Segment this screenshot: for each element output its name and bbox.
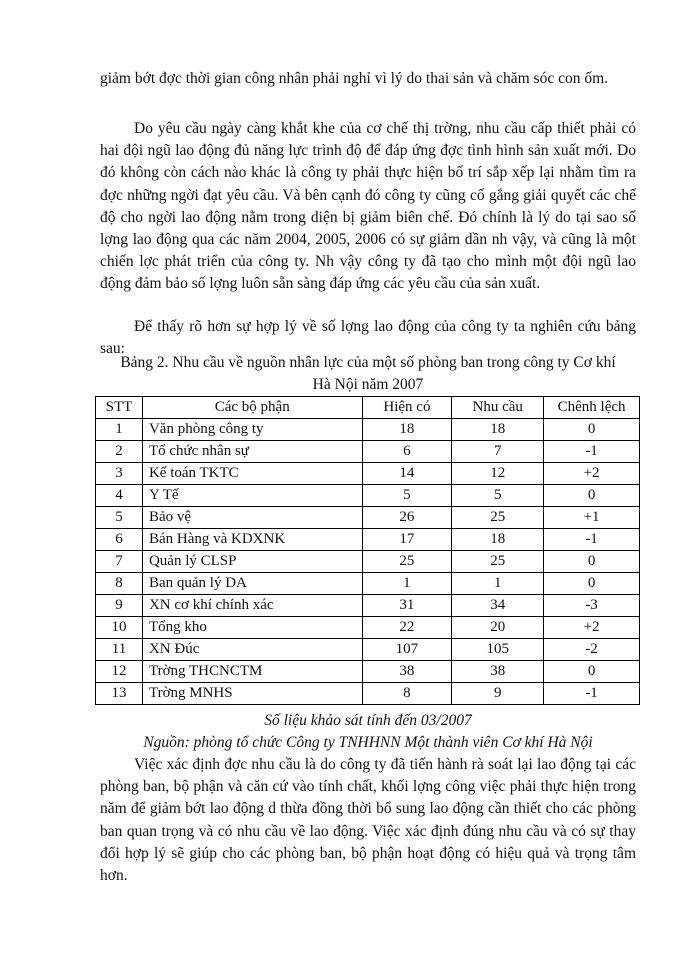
table-header-row — [96, 397, 640, 419]
cell-demand: 9 — [452, 683, 544, 705]
cell-demand: 25 — [452, 507, 544, 529]
cell-current: 1 — [362, 573, 452, 595]
cell-stt: 7 — [96, 551, 143, 573]
table-row — [96, 573, 640, 595]
cell-department: Ban quản lý DA — [142, 573, 362, 595]
cell-stt: 10 — [96, 617, 143, 639]
cell-difference: -2 — [544, 639, 640, 661]
cell-stt: 9 — [96, 595, 143, 617]
table-caption — [100, 352, 636, 396]
cell-stt: 2 — [96, 441, 143, 463]
table-row — [96, 463, 640, 485]
cell-department: Tổ chức nhân sự — [142, 441, 362, 463]
cell-stt: 4 — [96, 485, 143, 507]
paragraph-market-demand: Do yêu cầu ngày càng khắt khe của cơ chế thị trờng, nhu cầu cấp thiết phải có hai đội ngũ lao động đủ năng lực trình độ để đáp ứng đợc tình hình sản xuất mới. Do đó không còn cách nào khác là công ty phải thực hiện bố trí sắp xếp lại nhằm tìm ra đợc những ngời đạt yêu cầu. Và bên cạnh đó công ty cũng cố gắng giải quyết các chế độ cho ngời lao động nằm trong diện bị giảm biên chế. Đó chính là lý do tại sao số lợng lao động qua các năm 2004, 2005, 2006 có sự giảm dần nh vậy, và cũng là một chiến lợc phát triển của công ty. Nh vậy công ty đã tạo cho mình một đội ngũ lao động đảm bảo số lợng luôn sẵn sàng đáp ứng các yêu cầu của sản xuất. — [100, 120, 636, 293]
cell-department: Văn phòng công ty — [142, 419, 362, 441]
cell-demand: 1 — [452, 573, 544, 595]
cell-stt: 5 — [96, 507, 143, 529]
cell-department: Bán Hàng và KDXNK — [142, 529, 362, 551]
table-body — [96, 419, 640, 705]
cell-demand: 34 — [452, 595, 544, 617]
cell-difference: 0 — [544, 573, 640, 595]
cell-department: XN cơ khí chính xác — [142, 595, 362, 617]
cell-department: Kế toán TKTC — [142, 463, 362, 485]
cell-current: 107 — [362, 639, 452, 661]
table-caption-line1: Bảng 2. Nhu cầu về nguồn nhân lực của một số phòng ban trong công ty Cơ khí — [120, 354, 616, 371]
cell-stt: 6 — [96, 529, 143, 551]
cell-stt: 8 — [96, 573, 143, 595]
cell-demand: 38 — [452, 661, 544, 683]
header-current: Hiện có — [362, 397, 452, 419]
cell-current: 18 — [362, 419, 452, 441]
staffing-table — [95, 396, 640, 705]
table-row — [96, 683, 640, 705]
paragraph-table-intro: Để thấy rõ hơn sự hợp lý về số lợng lao động của công ty ta nghiên cứu bảng sau: — [100, 318, 636, 358]
table-row — [96, 529, 640, 551]
cell-demand: 25 — [452, 551, 544, 573]
cell-current: 8 — [362, 683, 452, 705]
table-row — [96, 617, 640, 639]
cell-difference: 0 — [544, 485, 640, 507]
table-row — [96, 485, 640, 507]
cell-stt: 3 — [96, 463, 143, 485]
cell-demand: 20 — [452, 617, 544, 639]
cell-current: 6 — [362, 441, 452, 463]
cell-current: 25 — [362, 551, 452, 573]
table-caption-line2: Hà Nội năm 2007 — [312, 376, 424, 393]
cell-demand: 12 — [452, 463, 544, 485]
paragraph-conclusion: Việc xác định đợc nhu cầu là do công ty đã tiến hành rà soát lại lao động tại các phòng ban, bộ phận và căn cứ vào tính chất, khối lợng công việc phải thực hiện trong năm để giảm bớt lao động d thừa đồng thời bổ sung lao động cần thiết cho các phòng ban quan trọng và có nhu cầu về lao động. Việc xác định đúng nhu cầu và có sự thay đổi hợp lý sẽ giúp cho các phòng ban, bộ phận hoạt động có hiệu quả và trọng tâm hơn. — [100, 756, 636, 885]
cell-difference: -1 — [544, 529, 640, 551]
cell-current: 38 — [362, 661, 452, 683]
cell-stt: 12 — [96, 661, 143, 683]
cell-current: 5 — [362, 485, 452, 507]
cell-difference: +2 — [544, 617, 640, 639]
table-row — [96, 595, 640, 617]
cell-department: Y Tế — [142, 485, 362, 507]
cell-difference: -1 — [544, 683, 640, 705]
cell-department: Trờng MNHS — [142, 683, 362, 705]
cell-stt: 11 — [96, 639, 143, 661]
cell-demand: 5 — [452, 485, 544, 507]
cell-difference: 0 — [544, 419, 640, 441]
survey-note: Số liệu khảo sát tính đến 03/2007 — [264, 712, 472, 729]
header-demand: Nhu cầu — [452, 397, 544, 419]
cell-demand: 18 — [452, 529, 544, 551]
cell-stt: 13 — [96, 683, 143, 705]
header-department: Các bộ phận — [142, 397, 362, 419]
header-difference: Chênh lệch — [544, 397, 640, 419]
table-row — [96, 441, 640, 463]
cell-difference: 0 — [544, 551, 640, 573]
table-row — [96, 551, 640, 573]
cell-department: Trờng THCNCTM — [142, 661, 362, 683]
cell-current: 31 — [362, 595, 452, 617]
cell-department: XN Đúc — [142, 639, 362, 661]
table-row — [96, 419, 640, 441]
cell-department: Quản lý CLSP — [142, 551, 362, 573]
source-note: Nguồn: phòng tổ chức Công ty TNHHNN Một thành viên Cơ khí Hà Nội — [143, 734, 593, 751]
table-row — [96, 661, 640, 683]
cell-difference: -1 — [544, 441, 640, 463]
cell-current: 14 — [362, 463, 452, 485]
cell-current: 22 — [362, 617, 452, 639]
header-stt: STT — [96, 397, 143, 419]
cell-difference: -3 — [544, 595, 640, 617]
cell-department: Bảo vệ — [142, 507, 362, 529]
cell-demand: 18 — [452, 419, 544, 441]
cell-demand: 7 — [452, 441, 544, 463]
cell-difference: 0 — [544, 661, 640, 683]
table-row — [96, 639, 640, 661]
cell-current: 17 — [362, 529, 452, 551]
table-row — [96, 507, 640, 529]
cell-current: 26 — [362, 507, 452, 529]
cell-difference: +2 — [544, 463, 640, 485]
cell-department: Tổng kho — [142, 617, 362, 639]
cell-stt: 1 — [96, 419, 143, 441]
cell-difference: +1 — [544, 507, 640, 529]
cell-demand: 105 — [452, 639, 544, 661]
paragraph-intro: giảm bớt đợc thời gian công nhân phải nghỉ vì lý do thai sản và chăm sóc con ốm. — [100, 70, 609, 87]
